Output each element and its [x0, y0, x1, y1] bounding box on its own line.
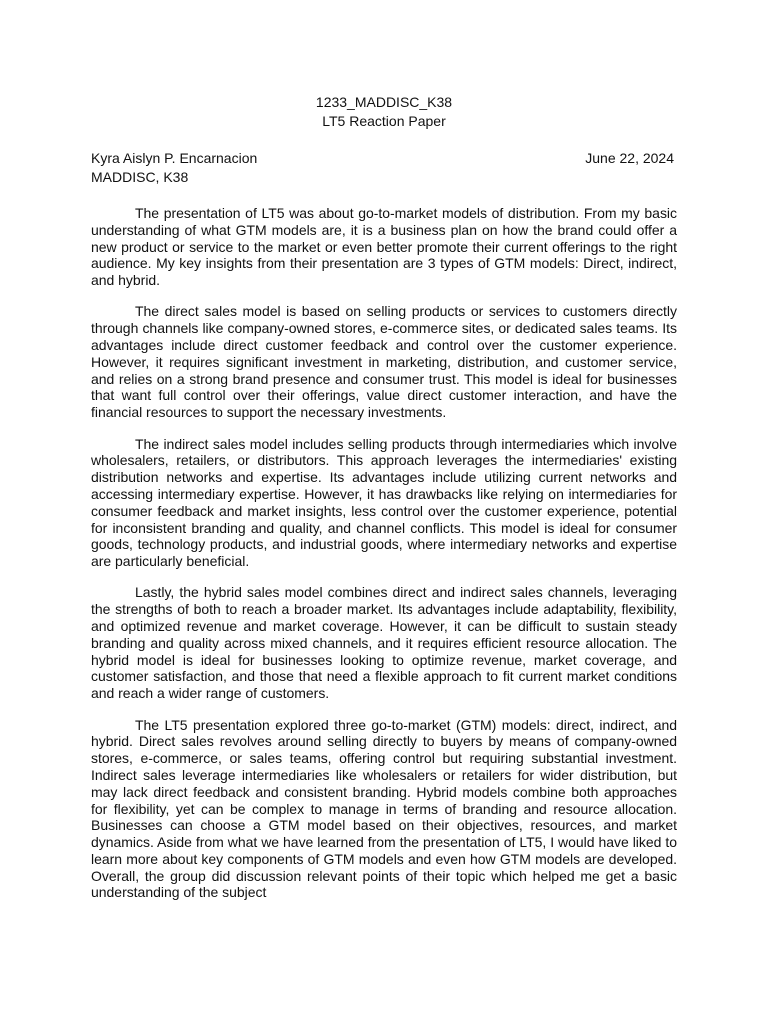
paragraph-hybrid-sales: Lastly, the hybrid sales model combines direct and indirect sales channels, leveraging the strengths of both to reach a broader market. Its advantages include adaptability, flexibility, and optimized revenue and market coverage. However, it can be difficult to sustain steady branding and quality across mixed channels, and it requires efficient resource allocation. The hybrid model is ideal for businesses looking to optimize revenue, market coverage, and customer satisfaction, and those that need a flexible approach to fit current market conditions and reach a wider range of customers. — [91, 584, 677, 702]
course-code: 1233_MADDISC_K38 — [315, 94, 453, 110]
paragraph-conclusion: The LT5 presentation explored three go-to-market (GTM) models: direct, indirect, and hybrid. Direct sales revolves around selling directly to buyers by means of company-owned stores, e-commerce, or sales teams, offering control but requiring substantial investment. Indirect sales leverage intermediaries like wholesalers or retailers for wider distribution, but may lack direct feedback and consistent branding. Hybrid models combine both approaches for flexibility, yet can be complex to manage in terms of branding and resource allocation. Businesses can choose a GTM model based on their objectives, resources, and market dynamics. Aside from what we have learned from the presentation of LT5, I would have liked to learn more about key components of GTM models and even how GTM models are developed. Overall, the group did discussion relevant points of their topic which helped me get a basic understanding of the subject — [91, 716, 677, 901]
submission-date: June 22, 2024 — [585, 150, 674, 166]
paragraph-introduction: The presentation of LT5 was about go-to-market models of distribution. From my basic understanding of what GTM models are, it is a business plan on how the brand could offer a new product or service to the market or even better promote their current offerings to the right audience. My key insights from their presentation are 3 types of GTM models: Direct, indirect, and hybrid. — [91, 205, 677, 289]
paper-title: LT5 Reaction Paper — [322, 113, 446, 129]
course-section: MADDISC, K38 — [91, 169, 189, 185]
author-name: Kyra Aislyn P. Encarnacion — [91, 150, 258, 166]
body-text — [91, 205, 677, 916]
paragraph-direct-sales: The direct sales model is based on selling products or services to customers directly through channels like company-owned stores, e-commerce sites, or dedicated sales teams. Its advantages include direct customer feedback and control over the customer experience. However, it requires significant investment in marketing, distribution, and customer service, and relies on a strong brand presence and consumer trust. This model is ideal for businesses that want full control over their offerings, value direct customer interaction, and have the financial resources to support the necessary investments. — [91, 303, 677, 421]
paragraph-indirect-sales: The indirect sales model includes selling products through intermediaries which involve wholesalers, retailers, or distributors. This approach leverages the intermediaries' existing distribution networks and expertise. Its advantages include utilizing current networks and accessing intermediary expertise. However, it has drawbacks like relying on intermediaries for consumer feedback and market insights, less control over the customer experience, potential for inconsistent branding and quality, and channel conflicts. This model is ideal for consumer goods, technology products, and industrial goods, where intermediary networks and expertise are particularly beneficial. — [91, 435, 677, 570]
